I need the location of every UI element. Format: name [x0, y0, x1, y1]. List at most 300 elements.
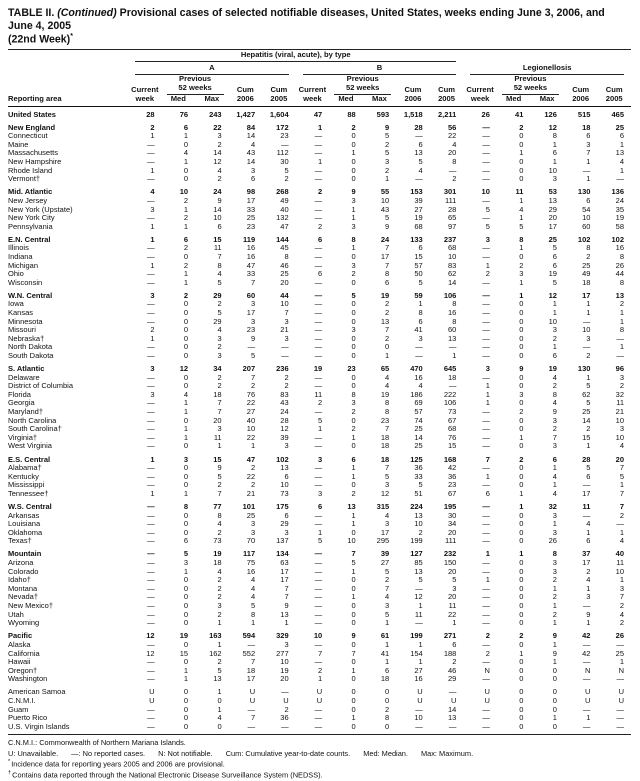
table-row: [8, 442, 631, 451]
row-label: Vermont†: [8, 175, 41, 184]
table-cell: —: [147, 714, 155, 723]
table-cell: —: [582, 343, 591, 352]
table-cell: —: [597, 723, 631, 735]
table-cell: 0: [497, 723, 531, 735]
table-cell: 77: [213, 502, 222, 511]
table-cell: 1: [552, 584, 557, 593]
table-cell: 22: [448, 610, 457, 619]
table-cell: —: [147, 602, 155, 611]
table-cell: 1: [418, 602, 423, 611]
table-cell: 63: [280, 559, 289, 568]
table-cell: 12: [414, 593, 423, 602]
table-cell: 3: [385, 602, 390, 611]
table-cell: 1: [317, 528, 323, 537]
table-cell: U: [585, 687, 591, 697]
table-cell: 1: [619, 166, 624, 175]
table-cell: 1: [351, 205, 356, 214]
table-cell: 4: [250, 140, 256, 149]
table-cell: —: [147, 244, 155, 253]
table-cell: 60: [246, 290, 256, 300]
table-cell: 13: [615, 149, 624, 158]
row-label: E.N. Central: [8, 234, 51, 244]
table-cell: 9: [519, 364, 524, 374]
table-cell: 1: [485, 576, 490, 585]
table-cell: 9: [552, 631, 557, 641]
table-cell: 68: [448, 425, 457, 434]
table-cell: —: [147, 158, 155, 167]
table-cell: —: [482, 373, 490, 382]
table-cell: 1: [217, 705, 222, 714]
table-cell: 7: [619, 464, 624, 473]
table-cell: 0: [183, 610, 189, 619]
table-cell: 0: [351, 309, 356, 318]
table-cell: 1: [552, 140, 557, 149]
table-cell: 73: [213, 537, 222, 546]
row-label: U.S. Virgin Islands: [8, 723, 128, 735]
table-cell: 0: [519, 520, 524, 529]
table-body: [8, 107, 631, 735]
table-cell: 8: [452, 317, 457, 326]
table-cell: 102: [611, 234, 624, 244]
table-cell: 1: [552, 300, 557, 309]
table-cell: 25: [615, 122, 624, 132]
table-cell: 2: [183, 196, 189, 205]
table-cell: —: [482, 214, 490, 223]
table-cell: 5: [385, 149, 390, 158]
table-cell: —: [582, 602, 591, 611]
table-row: [8, 231, 631, 244]
table-cell: 0: [519, 640, 524, 649]
table-cell: U: [450, 696, 457, 705]
table-row: [8, 223, 631, 232]
table-cell: 1: [519, 649, 524, 658]
table-cell: 3: [183, 559, 189, 568]
table-row: [8, 425, 631, 434]
table-cell: 7: [217, 399, 222, 408]
table-cell: 5: [217, 309, 222, 318]
table-cell: 19: [380, 290, 390, 300]
table-cell: —: [314, 472, 323, 481]
table-cell: 2: [217, 481, 222, 490]
table-cell: —: [147, 576, 155, 585]
table-cell: 2: [317, 187, 323, 197]
table-cell: 60: [582, 222, 591, 231]
table-cell: 1: [552, 343, 557, 352]
row-label: Wisconsin: [8, 278, 43, 287]
table-cell: 0: [183, 416, 189, 425]
table-cell: 0: [351, 610, 356, 619]
table-cell: 40: [246, 416, 256, 425]
table-cell: —: [314, 520, 323, 529]
table-row: [8, 499, 631, 512]
table-cell: 3: [150, 390, 155, 399]
table-cell: —: [314, 290, 323, 300]
table-cell: 0: [519, 425, 524, 434]
table-cell: 4: [619, 158, 624, 167]
table-cell: 8: [385, 270, 390, 279]
table-cell: 7: [385, 425, 390, 434]
table-cell: 0: [519, 567, 524, 576]
table-cell: 23: [246, 326, 256, 335]
table-cell: 34: [448, 520, 457, 529]
table-cell: —: [314, 334, 323, 343]
table-cell: 2: [385, 140, 390, 149]
table-cell: —: [314, 705, 323, 714]
table-cell: 7: [250, 658, 256, 667]
table-cell: —: [147, 399, 155, 408]
table-cell: 154: [410, 649, 423, 658]
table-cell: 106: [443, 290, 457, 300]
table-cell: 10: [615, 433, 624, 442]
col-header-current-week-b: Current week: [296, 75, 330, 106]
row-label: Arizona: [8, 559, 34, 568]
table-cell: 2: [183, 244, 189, 253]
table-cell: —: [281, 352, 289, 360]
table-cell: —: [482, 352, 490, 360]
table-cell: 4: [250, 576, 256, 585]
table-cell: 1: [552, 658, 557, 667]
table-cell: 2: [351, 408, 356, 417]
table-cell: 1: [351, 464, 356, 473]
table-cell: 1: [317, 158, 323, 167]
table-cell: 6: [552, 149, 557, 158]
row-label: Maine: [8, 140, 29, 149]
table-cell: 17: [380, 528, 390, 537]
table-cell: 1: [150, 454, 155, 464]
table-cell: 5: [284, 166, 289, 175]
table-cell: 4: [619, 537, 624, 546]
table-cell: —: [147, 559, 155, 568]
table-cell: 0: [519, 658, 524, 667]
table-cell: 0: [183, 343, 189, 352]
table-cell: 1: [150, 234, 155, 244]
table-cell: 8: [217, 511, 222, 520]
table-cell: 0: [351, 640, 356, 649]
table-cell: 14: [448, 705, 457, 714]
footnote-def-med: Med: Median.: [363, 748, 408, 758]
table-cell: —: [482, 408, 490, 417]
table-cell: 6: [317, 270, 323, 279]
table-cell: 34: [213, 364, 222, 374]
table-cell: 44: [615, 270, 624, 279]
table-cell: 2: [385, 309, 390, 318]
table-cell: —: [314, 317, 323, 326]
table-cell: 3: [351, 261, 356, 270]
table-cell: 18: [213, 559, 222, 568]
table-cell: 0: [519, 343, 524, 352]
table-cell: 188: [443, 649, 457, 658]
page-title: [8, 7, 631, 46]
row-label: Puerto Rico: [8, 714, 48, 723]
table-cell: 1: [183, 408, 189, 417]
table-cell: 232: [443, 549, 457, 559]
table-cell: 2: [217, 175, 222, 184]
col-header-cum-2006-a: Cum 2006: [229, 75, 263, 106]
table-cell: 2: [586, 425, 591, 434]
table-cell: 9: [351, 631, 356, 641]
table-cell: 0: [385, 343, 390, 352]
table-cell: 1: [485, 261, 490, 270]
table-cell: 8: [284, 252, 289, 261]
table-cell: —: [314, 382, 323, 391]
table-cell: 1: [586, 158, 591, 167]
table-cell: 5: [552, 278, 557, 287]
table-cell: 3: [452, 584, 457, 593]
table-cell: 17: [548, 222, 557, 231]
table-cell: 7: [619, 593, 624, 602]
table-cell: N: [618, 666, 624, 675]
table-cell: —: [482, 166, 490, 175]
table-cell: 0: [519, 352, 524, 360]
table-cell: 2: [552, 610, 557, 619]
table-cell: 10: [548, 317, 557, 326]
table-cell: 10: [582, 326, 591, 335]
table-cell: —: [314, 205, 323, 214]
table-cell: 1: [183, 158, 189, 167]
table-cell: 315: [376, 502, 390, 511]
table-cell: 16: [448, 309, 457, 318]
table-cell: 15: [414, 252, 423, 261]
table-row: [8, 262, 631, 271]
table-cell: 12: [146, 649, 155, 658]
table-cell: —: [616, 175, 624, 184]
table-row: [8, 658, 631, 667]
table-row: [8, 559, 631, 568]
table-cell: 8: [385, 714, 390, 723]
table-cell: 8: [250, 610, 256, 619]
table-cell: 68: [448, 244, 457, 253]
footnotes: [8, 738, 631, 780]
footnote-definitions: [8, 749, 631, 759]
row-label: Florida: [8, 390, 31, 399]
table-cell: 11: [213, 244, 222, 253]
table-cell: 32: [548, 502, 557, 511]
table-cell: 0: [530, 723, 564, 735]
table-cell: 0: [351, 481, 356, 490]
row-label: District of Columbia: [8, 382, 74, 391]
table-cell: —: [482, 433, 490, 442]
table-cell: 19: [615, 214, 624, 223]
table-cell: 10: [548, 166, 557, 175]
table-cell: 41: [380, 649, 390, 658]
table-row: [8, 214, 631, 223]
table-row: [8, 206, 631, 215]
table-cell: U: [484, 696, 490, 705]
table-row: [8, 585, 631, 594]
table-cell: 8: [183, 502, 189, 511]
table-cell: —: [582, 317, 591, 326]
table-cell: 0: [519, 132, 524, 141]
table-cell: 237: [443, 234, 457, 244]
table-cell: 36: [448, 472, 457, 481]
table-cell: 3: [284, 640, 289, 649]
table-cell: 0: [519, 309, 524, 318]
table-cell: 10: [582, 214, 591, 223]
table-cell: 33: [414, 472, 423, 481]
table-cell: —: [314, 584, 323, 593]
table-cell: 42: [582, 649, 591, 658]
table-cell: —: [281, 343, 289, 352]
table-cell: 5: [250, 602, 256, 611]
table-cell: 0: [519, 416, 524, 425]
table-cell: 4: [586, 520, 591, 529]
table-cell: 18: [380, 454, 390, 464]
table-cell: 7: [217, 489, 222, 498]
table-cell: 0: [519, 705, 524, 714]
table-cell: 1: [385, 619, 390, 628]
table-cell: 0: [351, 278, 356, 287]
table-cell: 0: [519, 399, 524, 408]
table-cell: —: [482, 537, 490, 546]
table-cell: 295: [376, 537, 390, 546]
table-cell: 102: [577, 234, 591, 244]
table-cell: 5: [217, 472, 222, 481]
table-cell: 0: [519, 252, 524, 261]
table-cell: 58: [615, 222, 624, 231]
row-label: Georgia: [8, 399, 35, 408]
table-cell: 0: [183, 317, 189, 326]
table-cell: —: [314, 602, 323, 611]
table-cell: 1: [519, 290, 524, 300]
table-cell: 224: [410, 502, 423, 511]
table-row: [8, 326, 631, 335]
table-cell: 28: [582, 454, 591, 464]
row-label: New England: [8, 122, 56, 132]
table-cell: 6: [619, 132, 624, 141]
table-cell: —: [482, 442, 490, 451]
table-cell: U: [316, 696, 323, 705]
table-cell: —: [564, 723, 598, 735]
table-cell: 23: [246, 222, 256, 231]
table-cell: 8: [351, 390, 356, 399]
table-cell: 5: [418, 576, 423, 585]
table-cell: —: [314, 610, 323, 619]
table-cell: 0: [183, 166, 189, 175]
table-cell: 7: [485, 454, 490, 464]
table-cell: 1: [317, 675, 323, 684]
table-cell: U: [316, 687, 323, 697]
table-cell: 0: [183, 442, 189, 451]
row-label: Pacific: [8, 631, 33, 641]
table-cell: 7: [250, 714, 256, 723]
table-cell: —: [314, 326, 323, 335]
table-cell: 0: [519, 511, 524, 520]
table-cell: 0: [183, 300, 189, 309]
table-cell: U: [417, 696, 423, 705]
table-cell: 11: [414, 610, 423, 619]
table-cell: 10: [481, 187, 490, 197]
table-cell: —: [314, 658, 323, 667]
table-row: [8, 132, 631, 141]
table-cell: 1: [485, 390, 490, 399]
table-cell: —: [314, 261, 323, 270]
table-cell: 6: [418, 317, 423, 326]
table-cell: 13: [414, 511, 423, 520]
table-cell: —: [314, 252, 323, 261]
table-cell: 0: [195, 723, 229, 735]
table-cell: 14: [213, 205, 222, 214]
table-cell: 2: [284, 705, 289, 714]
table-row: [8, 697, 631, 706]
table-cell: 2: [351, 122, 356, 132]
table-cell: —: [482, 481, 490, 490]
table-cell: 26: [615, 631, 624, 641]
reporting-area-header: Reporting area: [8, 51, 128, 106]
table-cell: 136: [611, 187, 624, 197]
table-cell: 2: [250, 464, 256, 473]
table-cell: 4: [552, 472, 557, 481]
table-cell: 2: [284, 175, 289, 184]
col-header-cum-2005-a: Cum 2005: [262, 75, 296, 106]
table-cell: 1: [552, 602, 557, 611]
table-cell: 7: [552, 433, 557, 442]
table-cell: 8: [552, 549, 557, 559]
table-cell: 3: [418, 334, 423, 343]
table-cell: —: [314, 593, 323, 602]
table-cell: —: [147, 619, 155, 628]
table-cell: 2: [619, 382, 624, 391]
table-cell: —: [415, 175, 423, 184]
table-cell: 0: [351, 675, 356, 684]
table-row: [8, 244, 631, 253]
row-label: West Virginia: [8, 442, 52, 451]
table-cell: 0: [183, 326, 189, 335]
table-cell: 25: [414, 442, 423, 451]
table-cell: 195: [443, 502, 457, 511]
table-cell: 62: [448, 270, 457, 279]
table-cell: 61: [380, 631, 390, 641]
table-cell: 50: [414, 270, 423, 279]
table-cell: 5: [183, 549, 189, 559]
table-cell: 172: [276, 122, 289, 132]
table-cell: 4: [385, 382, 390, 391]
table-cell: 132: [276, 214, 289, 223]
table-cell: 6: [552, 261, 557, 270]
table-row: [8, 628, 631, 641]
table-cell: 1: [150, 334, 155, 343]
table-cell: —: [616, 705, 624, 714]
table-cell: 0: [183, 481, 189, 490]
table-cell: 2: [217, 382, 222, 391]
table-cell: —: [147, 252, 155, 261]
table-cell: 0: [351, 252, 356, 261]
table-row: [8, 576, 631, 585]
table-cell: 4: [385, 511, 390, 520]
table-row: [8, 335, 631, 344]
table-cell: 6: [485, 489, 490, 498]
table-cell: 119: [243, 234, 256, 244]
table-cell: 3: [485, 364, 490, 374]
table-cell: 3: [619, 425, 624, 434]
table-cell: 6: [351, 454, 356, 464]
table-cell: 39: [280, 433, 289, 442]
table-cell: —: [482, 175, 490, 184]
table-cell: 645: [443, 364, 457, 374]
table-cell: —: [314, 442, 323, 451]
table-cell: U: [585, 696, 591, 705]
table-cell: —: [147, 425, 155, 434]
table-cell: 3: [519, 390, 524, 399]
table-cell: 0: [519, 537, 524, 546]
table-cell: 2: [519, 261, 524, 270]
table-cell: —: [314, 408, 323, 417]
table-cell: 186: [410, 390, 423, 399]
table-cell: 2: [552, 593, 557, 602]
table-cell: 3: [217, 132, 222, 141]
table-cell: —: [482, 122, 490, 132]
table-cell: 25: [615, 649, 624, 658]
table-cell: 1: [519, 214, 524, 223]
